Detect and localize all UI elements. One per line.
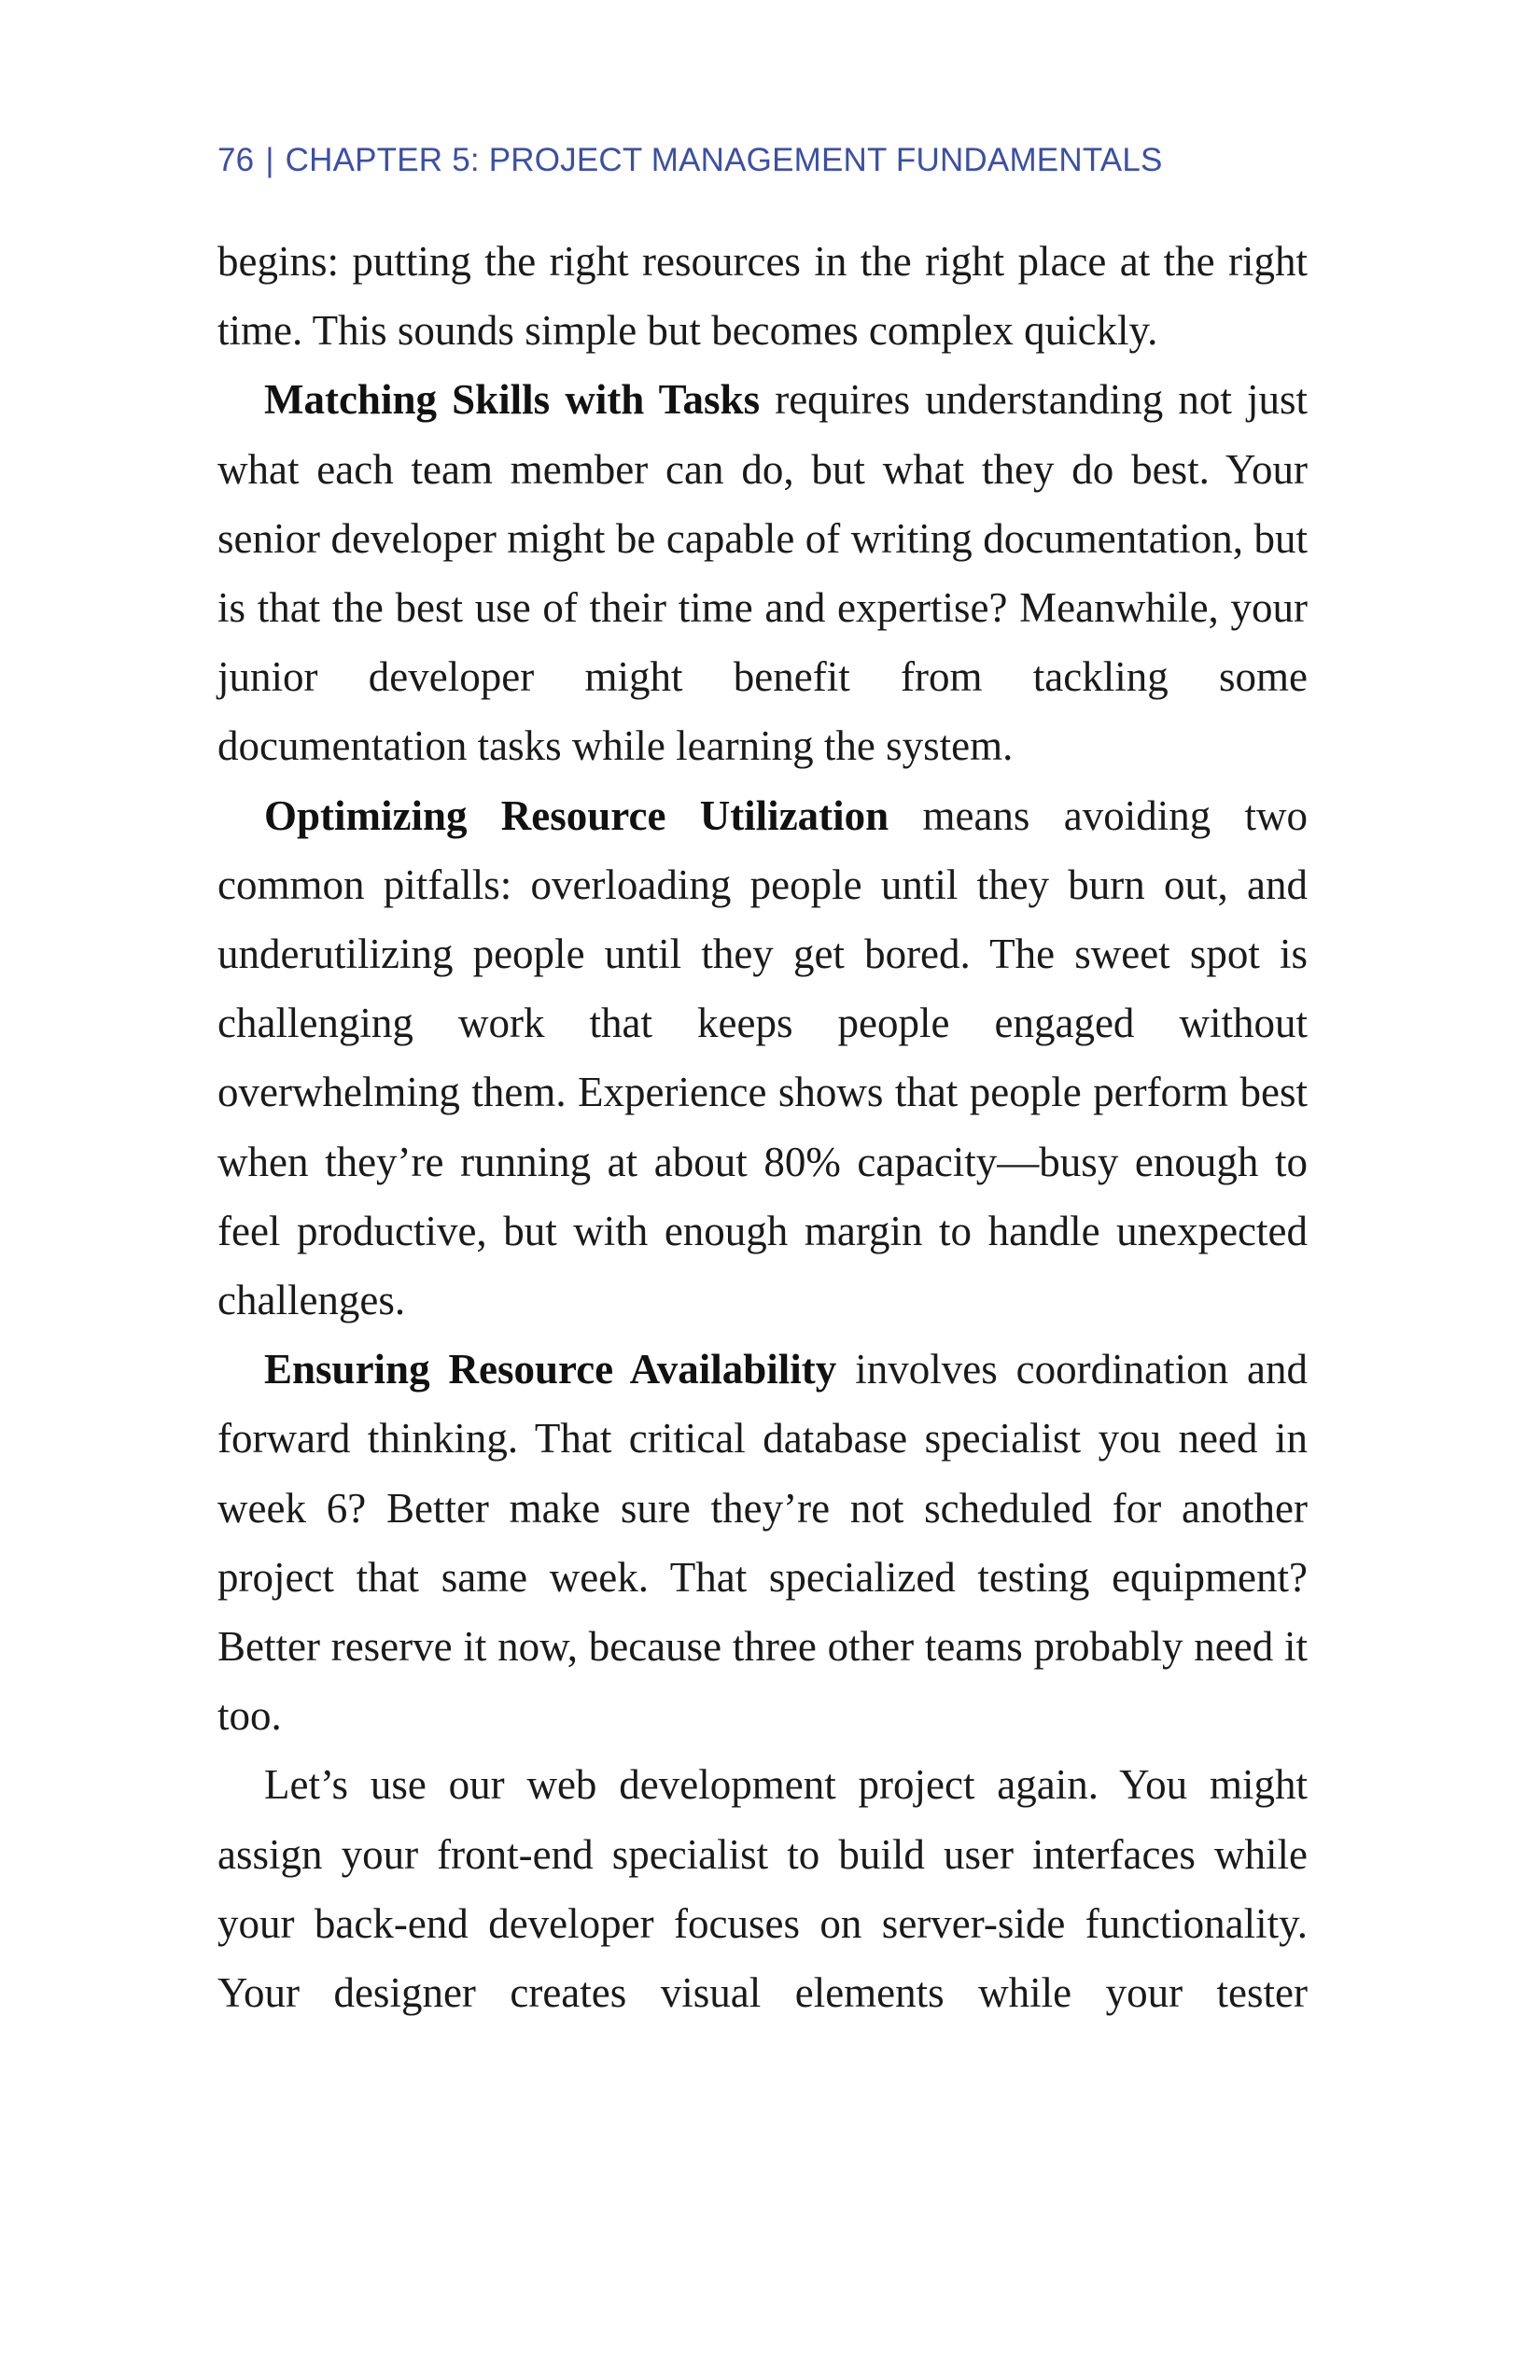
paragraph-text: Let’s use our web development project again. You might assign your front-end specialist to build user interfaces while your back-end developer focuses on server-side functionality. Your designer creates visual elements while your tester bbox=[217, 1761, 1308, 2017]
page-number: 76 bbox=[217, 142, 255, 178]
paragraph-web-project-example bbox=[217, 1750, 1308, 2027]
header-separator: | bbox=[265, 142, 274, 178]
paragraph-text: requires understanding not just what each team member can do, but what they do best. Your senior developer might be capable of writing documentation, but is that the best use of their time and expertise? Meanwhile, your junior developer might benefit from tackling some documentation tasks while learning the system. bbox=[217, 376, 1308, 770]
body-text bbox=[217, 227, 1308, 2027]
paragraph-ensuring-availability bbox=[217, 1335, 1308, 1750]
running-header bbox=[217, 142, 1319, 179]
paragraph-lead-heading: Ensuring Resource Availability bbox=[264, 1346, 837, 1393]
paragraph-optimizing-utilization bbox=[217, 781, 1308, 1336]
paragraph-lead-heading: Optimizing Resource Utilization bbox=[264, 791, 889, 839]
paragraph-matching-skills bbox=[217, 365, 1308, 780]
paragraph-text: begins: putting the right resources in the right place at the right time. This sounds simple but becomes complex quickly. bbox=[217, 238, 1308, 355]
chapter-title: CHAPTER 5: PROJECT MANAGEMENT FUNDAMENTALS bbox=[285, 142, 1163, 178]
paragraph-text: involves coordination and forward thinking. That critical database specialist you need in week 6? Better make sure they’re not scheduled for another project that same week. That specialized testing equipment? Better reserve it now, because three other teams probably need it too. bbox=[217, 1346, 1308, 1740]
paragraph-text: means avoiding two common pitfalls: overloading people until they burn out, and underutilizing people until they get bored. The sweet spot is challenging work that keeps people engaged without overwhelming them. Experience shows that people perform best when they’re running at about 80% capacity—busy enough to feel productive, but with enough margin to handle unexpected challenges. bbox=[217, 791, 1308, 1324]
paragraph-lead-heading: Matching Skills with Tasks bbox=[264, 376, 761, 424]
paragraph-continuation bbox=[217, 227, 1308, 365]
